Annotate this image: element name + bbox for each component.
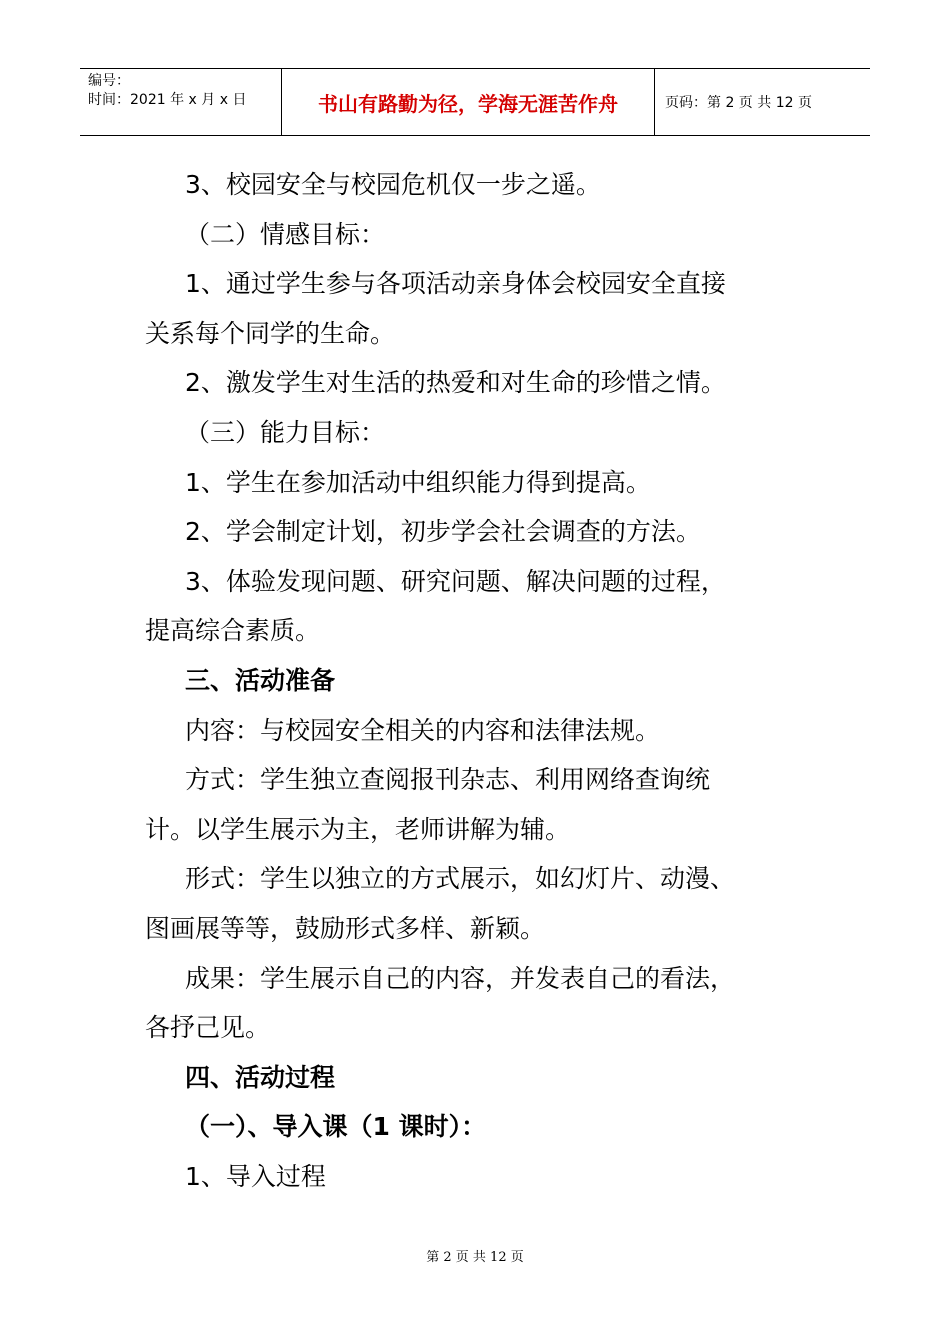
paragraph-line: 2、激发学生对生活的热爱和对生命的珍惜之情。 (185, 368, 726, 398)
header-time: 时间：2021 年 x 月 x 日 (88, 92, 247, 108)
header-motto: 书山有路勤为径，学海无涯苦作舟 (282, 69, 655, 135)
paragraph-line: 2、学会制定计划，初步学会社会调查的方法。 (185, 517, 701, 547)
section-heading: 三、活动准备 (185, 665, 336, 695)
header-number: 编号： (88, 73, 130, 89)
header-page-info: 页码：第 2 页 共 12 页 (665, 95, 812, 111)
paragraph-line: 关系每个同学的生命。 (145, 318, 396, 348)
page-header (80, 68, 870, 136)
paragraph-line: 1、导入过程 (185, 1161, 326, 1191)
section-subheading: （一）、导入课（1 课时）： (185, 1112, 487, 1142)
section-subheading: （三）能力目标： (185, 417, 386, 447)
section-subheading: （二）情感目标： (185, 219, 386, 249)
document-body (145, 160, 815, 1201)
paragraph-line: 方式：学生独立查阅报刊杂志、利用网络查询统 (185, 765, 711, 795)
header-meta (80, 69, 282, 135)
paragraph-line: 形式：学生以独立的方式展示，如幻灯片、动漫、 (185, 864, 736, 894)
paragraph-line: 提高综合素质。 (145, 616, 321, 646)
paragraph-line: 1、学生在参加活动中组织能力得到提高。 (185, 467, 651, 497)
paragraph-line: 成果：学生展示自己的内容，并发表自己的看法， (185, 963, 736, 993)
paragraph-line: 图画展等等，鼓励形式多样、新颖。 (145, 913, 546, 943)
paragraph-line: 计。以学生展示为主，老师讲解为辅。 (145, 814, 571, 844)
paragraph-line: 各抒己见。 (145, 1013, 271, 1043)
page-footer: 第 2 页 共 12 页 (426, 1250, 524, 1265)
paragraph-line: 3、体验发现问题、研究问题、解决问题的过程， (185, 566, 726, 596)
paragraph-line: 内容：与校园安全相关的内容和法律法规。 (185, 715, 661, 745)
paragraph-line: 1、通过学生参与各项活动亲身体会校园安全直接 (185, 269, 726, 299)
section-heading: 四、活动过程 (185, 1062, 336, 1092)
paragraph-line: 3、校园安全与校园危机仅一步之遥。 (185, 170, 601, 199)
